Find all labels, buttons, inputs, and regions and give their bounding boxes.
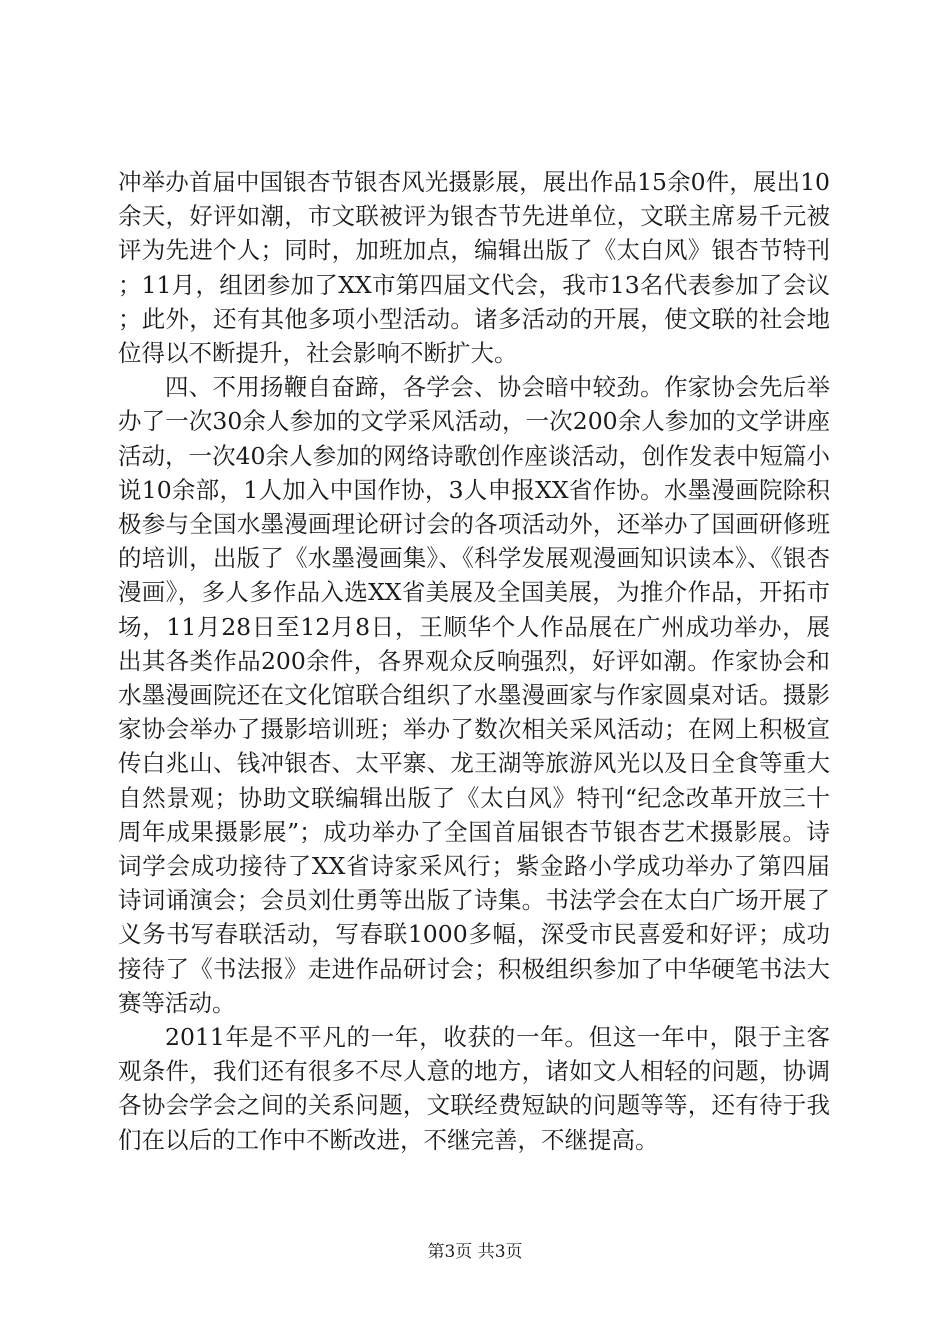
paragraph-continuation: 冲举办首届中国银杏节银杏风光摄影展，展出作品15余0件，展出10余天，好评如潮，市文联被评为银杏节先进单位，文联主席易千元被评为先进个人；同时，加班加点，编辑出版了《太白风》银杏节特刊；11月，组团参加了XX市第四届文代会，我市13名代表参加了会议；此外，还有其他多项小型活动。诸多活动的开展，使文联的社会地位得以不断提升，社会影响不断扩大。 <box>118 168 830 368</box>
page-number-footer: 第3页 共3页 <box>427 1242 523 1262</box>
document-body <box>118 165 830 1157</box>
paragraph-associations: 四、不用扬鞭自奋蹄，各学会、协会暗中较劲。作家协会先后举办了一次30余人参加的文学采风活动，一次200余人参加的文学讲座活动，一次40余人参加的网络诗歌创作座谈活动，创作发表中短篇小说10余部，1人加入中国作协，3人申报XX省作协。水墨漫画院除积极参与全国水墨漫画理论研讨会的各项活动外，还举办了国画研修班的培训，出版了《水墨漫画集》、《科学发展观漫画知识读本》、《银杏漫画》，多人多作品入选XX省美展及全国美展，为推介作品，开拓市场，11月28日至12月8日，王顺华个人作品展在广州成功举办，展出其各类作品200余件，各界观众反响强烈，好评如潮。作家协会和水墨漫画院还在文化馆联合组织了水墨漫画家与作家圆桌对话。摄影家协会举办了摄影培训班；举办了数次相关采风活动；在网上积极宣传白兆山、钱冲银杏、太平寨、龙王湖等旅游风光以及日全食等重大自然景观；协助文联编辑出版了《太白风》特刊“纪念改革开放三十周年成果摄影展”；成功举办了全国首届银杏节银杏艺术摄影展。诗词学会成功接待了XX省诗家采风行；紫金路小学成功举办了第四届诗词诵演会；会员刘仕勇等出版了诗集。书法学会在太白广场开展了义务书写春联活动，写春联1000多幅，深受市民喜爱和好评；成功接待了《书法报》走进作品研讨会；积极组织参加了中华硬笔书法大赛等活动。 <box>118 373 830 1017</box>
paragraph-summary: 2011年是不平凡的一年，收获的一年。但这一年中，限于主客观条件，我们还有很多不尽人意的地方，诸如文人相轻的问题，协调各协会学会之间的关系问题，文联经费短缺的问题等等，还有待于我们在以后的工作中不断改进，不继完善，不继提高。 <box>118 1023 830 1154</box>
